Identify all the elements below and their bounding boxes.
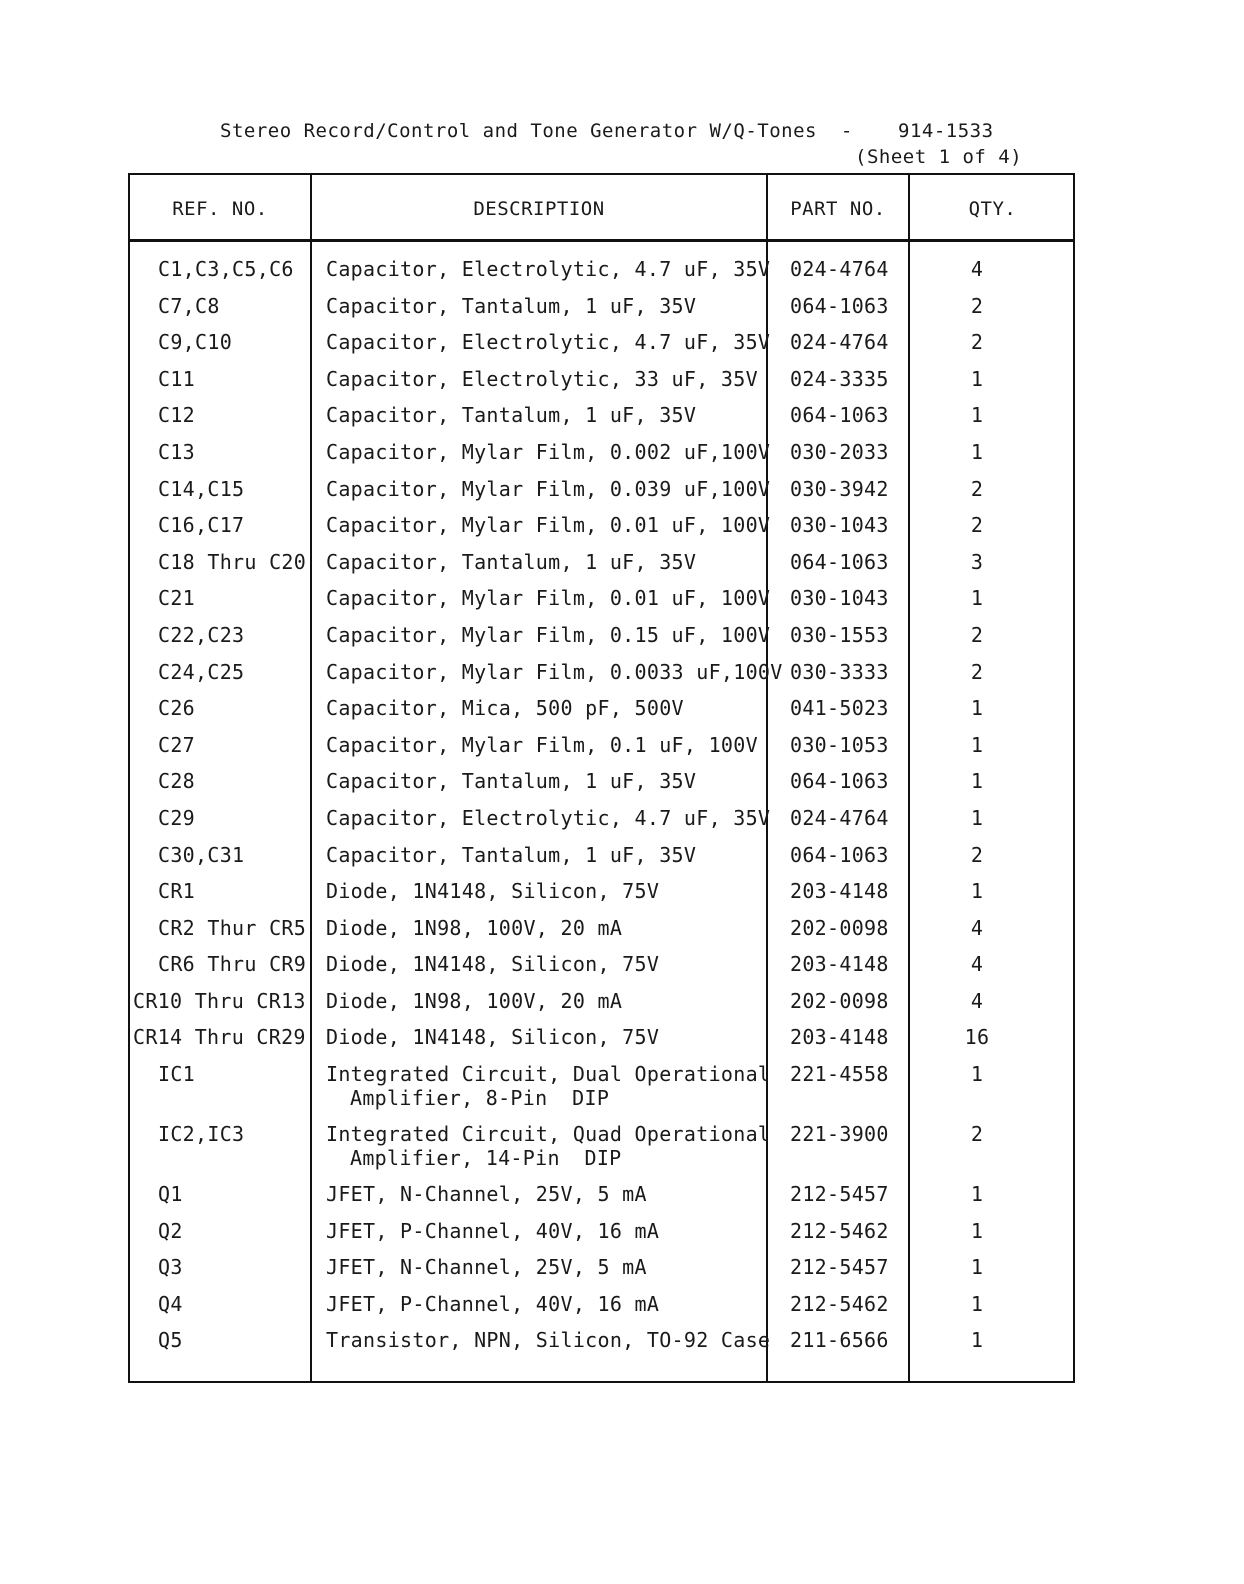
ref-no-cell: CR10 Thru CR13 <box>133 988 306 1013</box>
qty-cell: 1 <box>970 439 984 464</box>
table-row <box>130 1062 1073 1122</box>
description-cell <box>326 843 766 867</box>
description-line: Capacitor, Tantalum, 1 uF, 35V <box>326 549 697 574</box>
description-line: Diode, 1N4148, Silicon, 75V <box>326 1025 660 1050</box>
table-row <box>130 330 1073 367</box>
ref-no-cell: C18 Thru C20 <box>158 549 307 574</box>
ref-no-cell: Q4 <box>158 1291 183 1316</box>
qty-cell: 2 <box>970 476 984 501</box>
table-row <box>130 660 1073 697</box>
description-line: Capacitor, Tantalum, 1 uF, 35V <box>326 842 697 867</box>
qty-cell: 1 <box>970 732 984 757</box>
table-row <box>130 294 1073 331</box>
table-row <box>130 586 1073 623</box>
description-cell <box>326 294 766 318</box>
part-no-cell: 203-4148 <box>790 879 889 904</box>
description-cell <box>326 805 771 830</box>
description-cell <box>326 1292 766 1316</box>
assembly-part-number: 914-1533 <box>898 120 994 142</box>
qty-cell: 1 <box>970 805 984 830</box>
description-cell <box>326 403 766 427</box>
table-row <box>130 733 1073 770</box>
part-no-cell: 030-2033 <box>790 439 889 464</box>
qty-cell: 4 <box>970 257 984 281</box>
part-no-cell: 024-3335 <box>790 366 889 391</box>
part-no-cell: 041-5023 <box>790 696 889 721</box>
description-cell <box>326 550 766 574</box>
description-cell <box>326 952 766 976</box>
column-header-ref-no: REF. NO. <box>172 198 268 220</box>
table-row <box>130 550 1073 587</box>
description-line: JFET, P-Channel, 40V, 16 mA <box>326 1218 660 1243</box>
qty-cell: 16 <box>964 1025 990 1050</box>
description-cell <box>326 769 766 793</box>
qty-cell: 4 <box>970 915 984 940</box>
part-no-cell: 202-0098 <box>790 988 889 1013</box>
ref-no-cell: C27 <box>158 732 196 757</box>
description-cell <box>326 1219 766 1243</box>
ref-no-cell: C24,C25 <box>158 659 245 684</box>
description-line: Capacitor, Tantalum, 1 uF, 35V <box>326 769 697 794</box>
part-no-cell: 212-5457 <box>790 1182 889 1207</box>
ref-no-cell: IC2,IC3 <box>158 1122 245 1147</box>
table-body <box>130 257 1073 1365</box>
description-cell <box>326 622 771 647</box>
ref-no-cell: Q5 <box>158 1328 183 1353</box>
qty-cell: 1 <box>970 1255 984 1280</box>
qty-cell: 2 <box>970 659 984 684</box>
part-no-cell: 030-1043 <box>790 586 889 611</box>
ref-no-cell: C11 <box>158 366 196 391</box>
part-no-cell: 030-3333 <box>790 659 889 684</box>
part-no-cell: 030-3942 <box>790 476 889 501</box>
table-row <box>130 1182 1073 1219</box>
table-row <box>130 879 1073 916</box>
table-row <box>130 440 1073 477</box>
part-no-cell: 221-3900 <box>790 1122 889 1147</box>
ref-no-cell: CR1 <box>158 879 196 904</box>
ref-no-cell: C12 <box>158 403 196 428</box>
description-cell <box>326 1182 766 1206</box>
part-no-cell: 221-4558 <box>790 1062 889 1087</box>
ref-no-cell: C14,C15 <box>158 476 245 501</box>
description-cell <box>326 659 783 684</box>
qty-cell: 1 <box>970 1328 984 1353</box>
ref-no-cell: CR6 Thru CR9 <box>158 952 307 977</box>
description-cell <box>326 989 766 1013</box>
page-title: Stereo Record/Control and Tone Generator W/Q-Tones - <box>220 120 853 142</box>
qty-cell: 1 <box>970 403 984 428</box>
qty-cell: 2 <box>970 622 984 647</box>
part-no-cell: 064-1063 <box>790 403 889 428</box>
qty-cell: 1 <box>970 879 984 904</box>
part-no-cell: 211-6566 <box>790 1328 889 1353</box>
qty-cell: 1 <box>970 696 984 721</box>
ref-no-cell: C28 <box>158 769 196 794</box>
table-row <box>130 952 1073 989</box>
qty-cell: 1 <box>970 1291 984 1316</box>
description-cell <box>326 1062 771 1111</box>
description-line: Diode, 1N4148, Silicon, 75V <box>326 952 660 977</box>
qty-cell: 2 <box>970 842 984 867</box>
part-no-cell: 203-4148 <box>790 952 889 977</box>
ref-no-cell: C30,C31 <box>158 842 245 867</box>
part-no-cell: 030-1053 <box>790 732 889 757</box>
table-row <box>130 989 1073 1026</box>
qty-cell: 2 <box>970 330 984 355</box>
qty-cell: 1 <box>970 769 984 794</box>
description-line: Integrated Circuit, Quad Operational <box>326 1122 771 1147</box>
description-line: Diode, 1N98, 100V, 20 mA <box>326 915 623 940</box>
table-row <box>130 806 1073 843</box>
ref-no-cell: C1,C3,C5,C6 <box>158 257 294 281</box>
part-no-cell: 024-4764 <box>790 330 889 355</box>
ref-no-cell: C7,C8 <box>158 293 220 318</box>
column-header-qty: QTY. <box>968 198 1017 220</box>
description-line: JFET, N-Channel, 25V, 5 mA <box>326 1182 647 1207</box>
description-cell <box>326 330 771 355</box>
part-no-cell: 064-1063 <box>790 293 889 318</box>
table-row <box>130 1255 1073 1292</box>
part-no-cell: 024-4764 <box>790 257 889 281</box>
table-row <box>130 367 1073 404</box>
ref-no-cell: C26 <box>158 696 196 721</box>
description-cell <box>326 696 766 720</box>
qty-cell: 2 <box>970 293 984 318</box>
part-no-cell: 024-4764 <box>790 805 889 830</box>
table-row <box>130 1328 1073 1365</box>
column-header-part-no: PART NO. <box>790 198 886 220</box>
table-row <box>130 1219 1073 1256</box>
description-line: Diode, 1N4148, Silicon, 75V <box>326 879 660 904</box>
part-no-cell: 212-5457 <box>790 1255 889 1280</box>
description-line: Capacitor, Mylar Film, 0.002 uF,100V <box>326 439 771 464</box>
qty-cell: 2 <box>970 1122 984 1147</box>
description-cell <box>326 439 771 464</box>
sheet-indicator: (Sheet 1 of 4) <box>855 146 1023 168</box>
qty-cell: 1 <box>970 1182 984 1207</box>
description-cell <box>326 879 766 903</box>
description-line-continued: Amplifier, 14-Pin DIP <box>350 1146 622 1171</box>
table-row <box>130 769 1073 806</box>
table-row <box>130 1292 1073 1329</box>
part-no-cell: 064-1063 <box>790 842 889 867</box>
description-line: Transistor, NPN, Silicon, TO-92 Case <box>326 1328 771 1353</box>
description-line: Diode, 1N98, 100V, 20 mA <box>326 988 623 1013</box>
description-line: Capacitor, Electrolytic, 4.7 uF, 35V <box>326 805 771 830</box>
ref-no-cell: C16,C17 <box>158 513 245 538</box>
table-row <box>130 623 1073 660</box>
ref-no-cell: Q3 <box>158 1255 183 1280</box>
qty-cell: 1 <box>970 1062 984 1087</box>
table-row <box>130 1025 1073 1062</box>
description-cell <box>326 513 771 538</box>
description-cell <box>326 1328 771 1353</box>
ref-no-cell: C29 <box>158 805 196 830</box>
description-line: Capacitor, Electrolytic, 33 uF, 35V <box>326 366 758 391</box>
table-row <box>130 257 1073 294</box>
description-cell <box>326 367 766 391</box>
description-cell <box>326 586 771 611</box>
description-cell <box>326 476 771 501</box>
header-divider <box>130 239 1073 242</box>
table-row <box>130 696 1073 733</box>
qty-cell: 3 <box>970 549 984 574</box>
qty-cell: 1 <box>970 586 984 611</box>
description-line: Capacitor, Electrolytic, 4.7 uF, 35V <box>326 257 771 281</box>
ref-no-cell: C9,C10 <box>158 330 233 355</box>
part-no-cell: 064-1063 <box>790 769 889 794</box>
description-line: Capacitor, Mylar Film, 0.01 uF, 100V <box>326 513 771 538</box>
ref-no-cell: Q1 <box>158 1182 183 1207</box>
qty-cell: 2 <box>970 513 984 538</box>
description-line: Capacitor, Mylar Film, 0.15 uF, 100V <box>326 622 771 647</box>
column-header-description: DESCRIPTION <box>473 198 605 220</box>
part-no-cell: 212-5462 <box>790 1218 889 1243</box>
table-row <box>130 916 1073 953</box>
description-line: JFET, P-Channel, 40V, 16 mA <box>326 1291 660 1316</box>
qty-cell: 1 <box>970 1218 984 1243</box>
description-cell <box>326 916 766 940</box>
description-line: Capacitor, Mica, 500 pF, 500V <box>326 696 684 721</box>
description-line: Capacitor, Tantalum, 1 uF, 35V <box>326 293 697 318</box>
ref-no-cell: IC1 <box>158 1062 196 1087</box>
qty-cell: 1 <box>970 366 984 391</box>
description-cell <box>326 1122 771 1171</box>
description-line: Capacitor, Mylar Film, 0.039 uF,100V <box>326 476 771 501</box>
part-no-cell: 202-0098 <box>790 915 889 940</box>
description-cell <box>326 733 766 757</box>
description-line: Capacitor, Mylar Film, 0.0033 uF,100V <box>326 659 783 684</box>
description-line-continued: Amplifier, 8-Pin DIP <box>350 1086 610 1111</box>
description-line: Capacitor, Tantalum, 1 uF, 35V <box>326 403 697 428</box>
table-row <box>130 477 1073 514</box>
description-line: JFET, N-Channel, 25V, 5 mA <box>326 1255 647 1280</box>
description-line: Capacitor, Mylar Film, 0.01 uF, 100V <box>326 586 771 611</box>
description-cell <box>326 1255 766 1279</box>
part-no-cell: 212-5462 <box>790 1291 889 1316</box>
qty-cell: 4 <box>970 988 984 1013</box>
description-cell <box>326 257 771 281</box>
table-row <box>130 1122 1073 1182</box>
ref-no-cell: C13 <box>158 439 196 464</box>
part-no-cell: 203-4148 <box>790 1025 889 1050</box>
description-line: Capacitor, Mylar Film, 0.1 uF, 100V <box>326 732 758 757</box>
description-line: Integrated Circuit, Dual Operational <box>326 1062 771 1087</box>
ref-no-cell: Q2 <box>158 1218 183 1243</box>
description-line: Capacitor, Electrolytic, 4.7 uF, 35V <box>326 330 771 355</box>
part-no-cell: 064-1063 <box>790 549 889 574</box>
parts-table <box>128 173 1075 1383</box>
ref-no-cell: CR14 Thru CR29 <box>133 1025 306 1050</box>
table-row <box>130 403 1073 440</box>
description-cell <box>326 1025 766 1049</box>
part-no-cell: 030-1043 <box>790 513 889 538</box>
table-row <box>130 513 1073 550</box>
ref-no-cell: CR2 Thur CR5 <box>158 915 307 940</box>
table-row <box>130 843 1073 880</box>
part-no-cell: 030-1553 <box>790 622 889 647</box>
ref-no-cell: C21 <box>158 586 196 611</box>
qty-cell: 4 <box>970 952 984 977</box>
ref-no-cell: C22,C23 <box>158 622 245 647</box>
